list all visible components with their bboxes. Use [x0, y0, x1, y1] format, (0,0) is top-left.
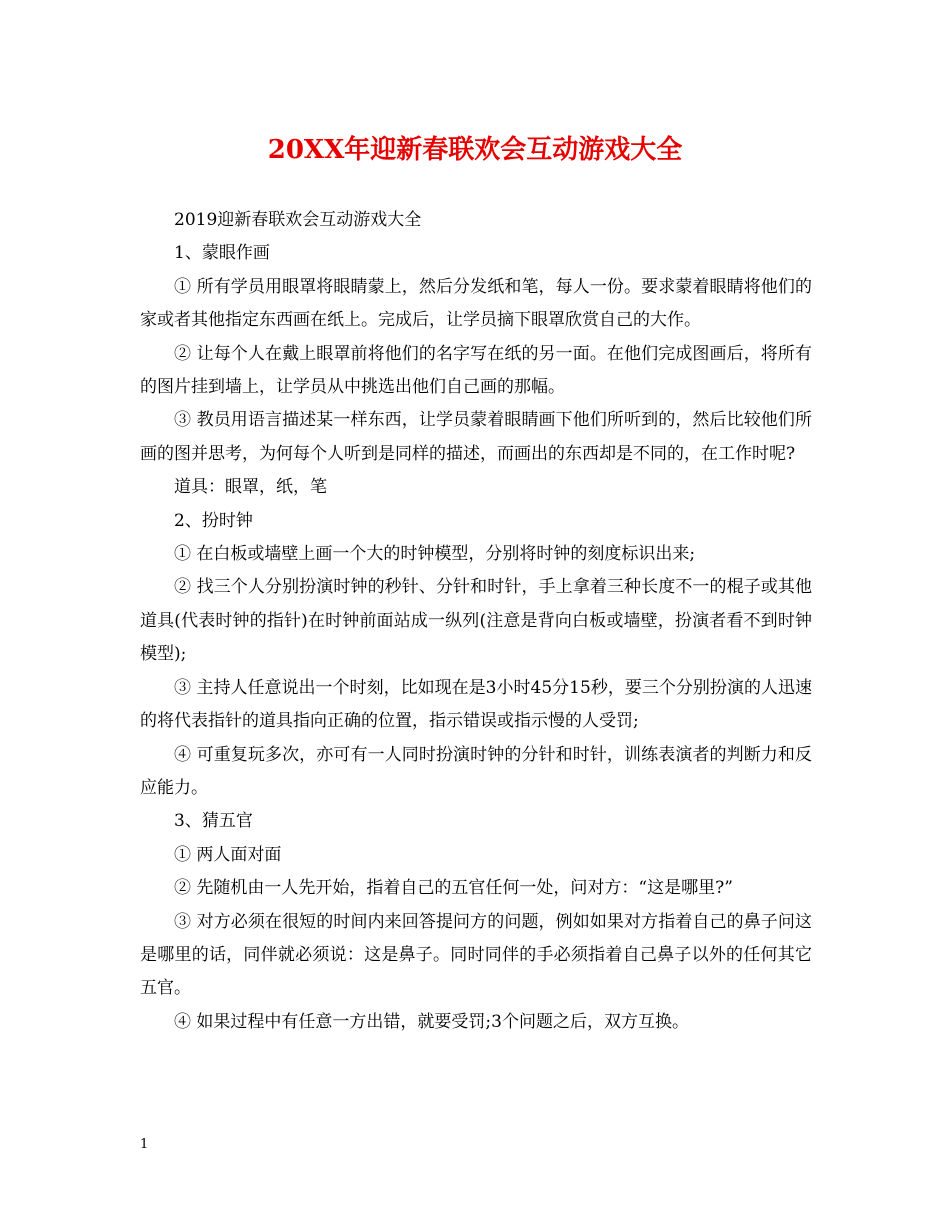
paragraph: ③ 主持人任意说出一个时刻，比如现在是3小时45分15秒，要三个分别扮演的人迅速的将代表指针的道具指向正确的位置，指示错误或指示慢的人受罚;: [140, 677, 812, 732]
section-heading-1: 1、蒙眼作画: [174, 243, 270, 264]
page-number: 1: [140, 1137, 149, 1152]
paragraph: ② 找三个人分别扮演时钟的秒针、分针和时针，手上拿着三种长度不一的棍子或其他道具(代表时钟的指针)在时钟前面站成一纵列(注意是背向白板或墙壁，扮演者看不到时钟模型);: [140, 577, 812, 665]
paragraph: ② 让每个人在戴上眼罩前将他们的名字写在纸的另一面。在他们完成图画后，将所有的图片挂到墙上，让学员从中挑选出他们自己画的那幅。: [140, 343, 812, 398]
section-heading-2: 2、扮时钟: [174, 510, 253, 531]
document-body: [140, 204, 812, 1039]
paragraph: ④ 如果过程中有任意一方出错，就要受罚;3个问题之后，双方互换。: [174, 1011, 689, 1032]
paragraph: ① 在白板或墙壁上画一个大的时钟模型，分别将时钟的刻度标识出来;: [174, 544, 696, 565]
paragraph: ④ 可重复玩多次，亦可有一人同时扮演时钟的分针和时针，训练表演者的判断力和反应能力。: [140, 744, 812, 798]
document-title: 20XX年迎新春联欢会互动游戏大全: [267, 135, 683, 165]
section-heading-3: 3、猜五官: [174, 811, 253, 832]
props-line: 道具：眼罩，纸，笔: [174, 477, 327, 498]
paragraph: ③ 教员用语言描述某一样东西，让学员蒙着眼睛画下他们所听到的，然后比较他们所画的图并思考，为何每个人听到是同样的描述，而画出的东西却是不同的，在工作时呢?: [140, 410, 812, 464]
paragraph: ② 先随机由一人先开始，指着自己的五官任何一处，问对方：“这是哪里?”: [174, 878, 733, 899]
subtitle-line: 2019迎新春联欢会互动游戏大全: [174, 210, 422, 230]
paragraph: ① 两人面对面: [174, 844, 282, 865]
paragraph: ③ 对方必须在很短的时间内来回答提问方的问题，例如如果对方指着自己的鼻子问这是哪里的话，同伴就必须说：这是鼻子。同时同伴的手必须指着自己鼻子以外的任何其它五官。: [140, 911, 812, 999]
paragraph: ① 所有学员用眼罩将眼睛蒙上，然后分发纸和笔，每人一份。要求蒙着眼睛将他们的家或者其他指定东西画在纸上。完成后，让学员摘下眼罩欣赏自己的大作。: [140, 276, 812, 331]
